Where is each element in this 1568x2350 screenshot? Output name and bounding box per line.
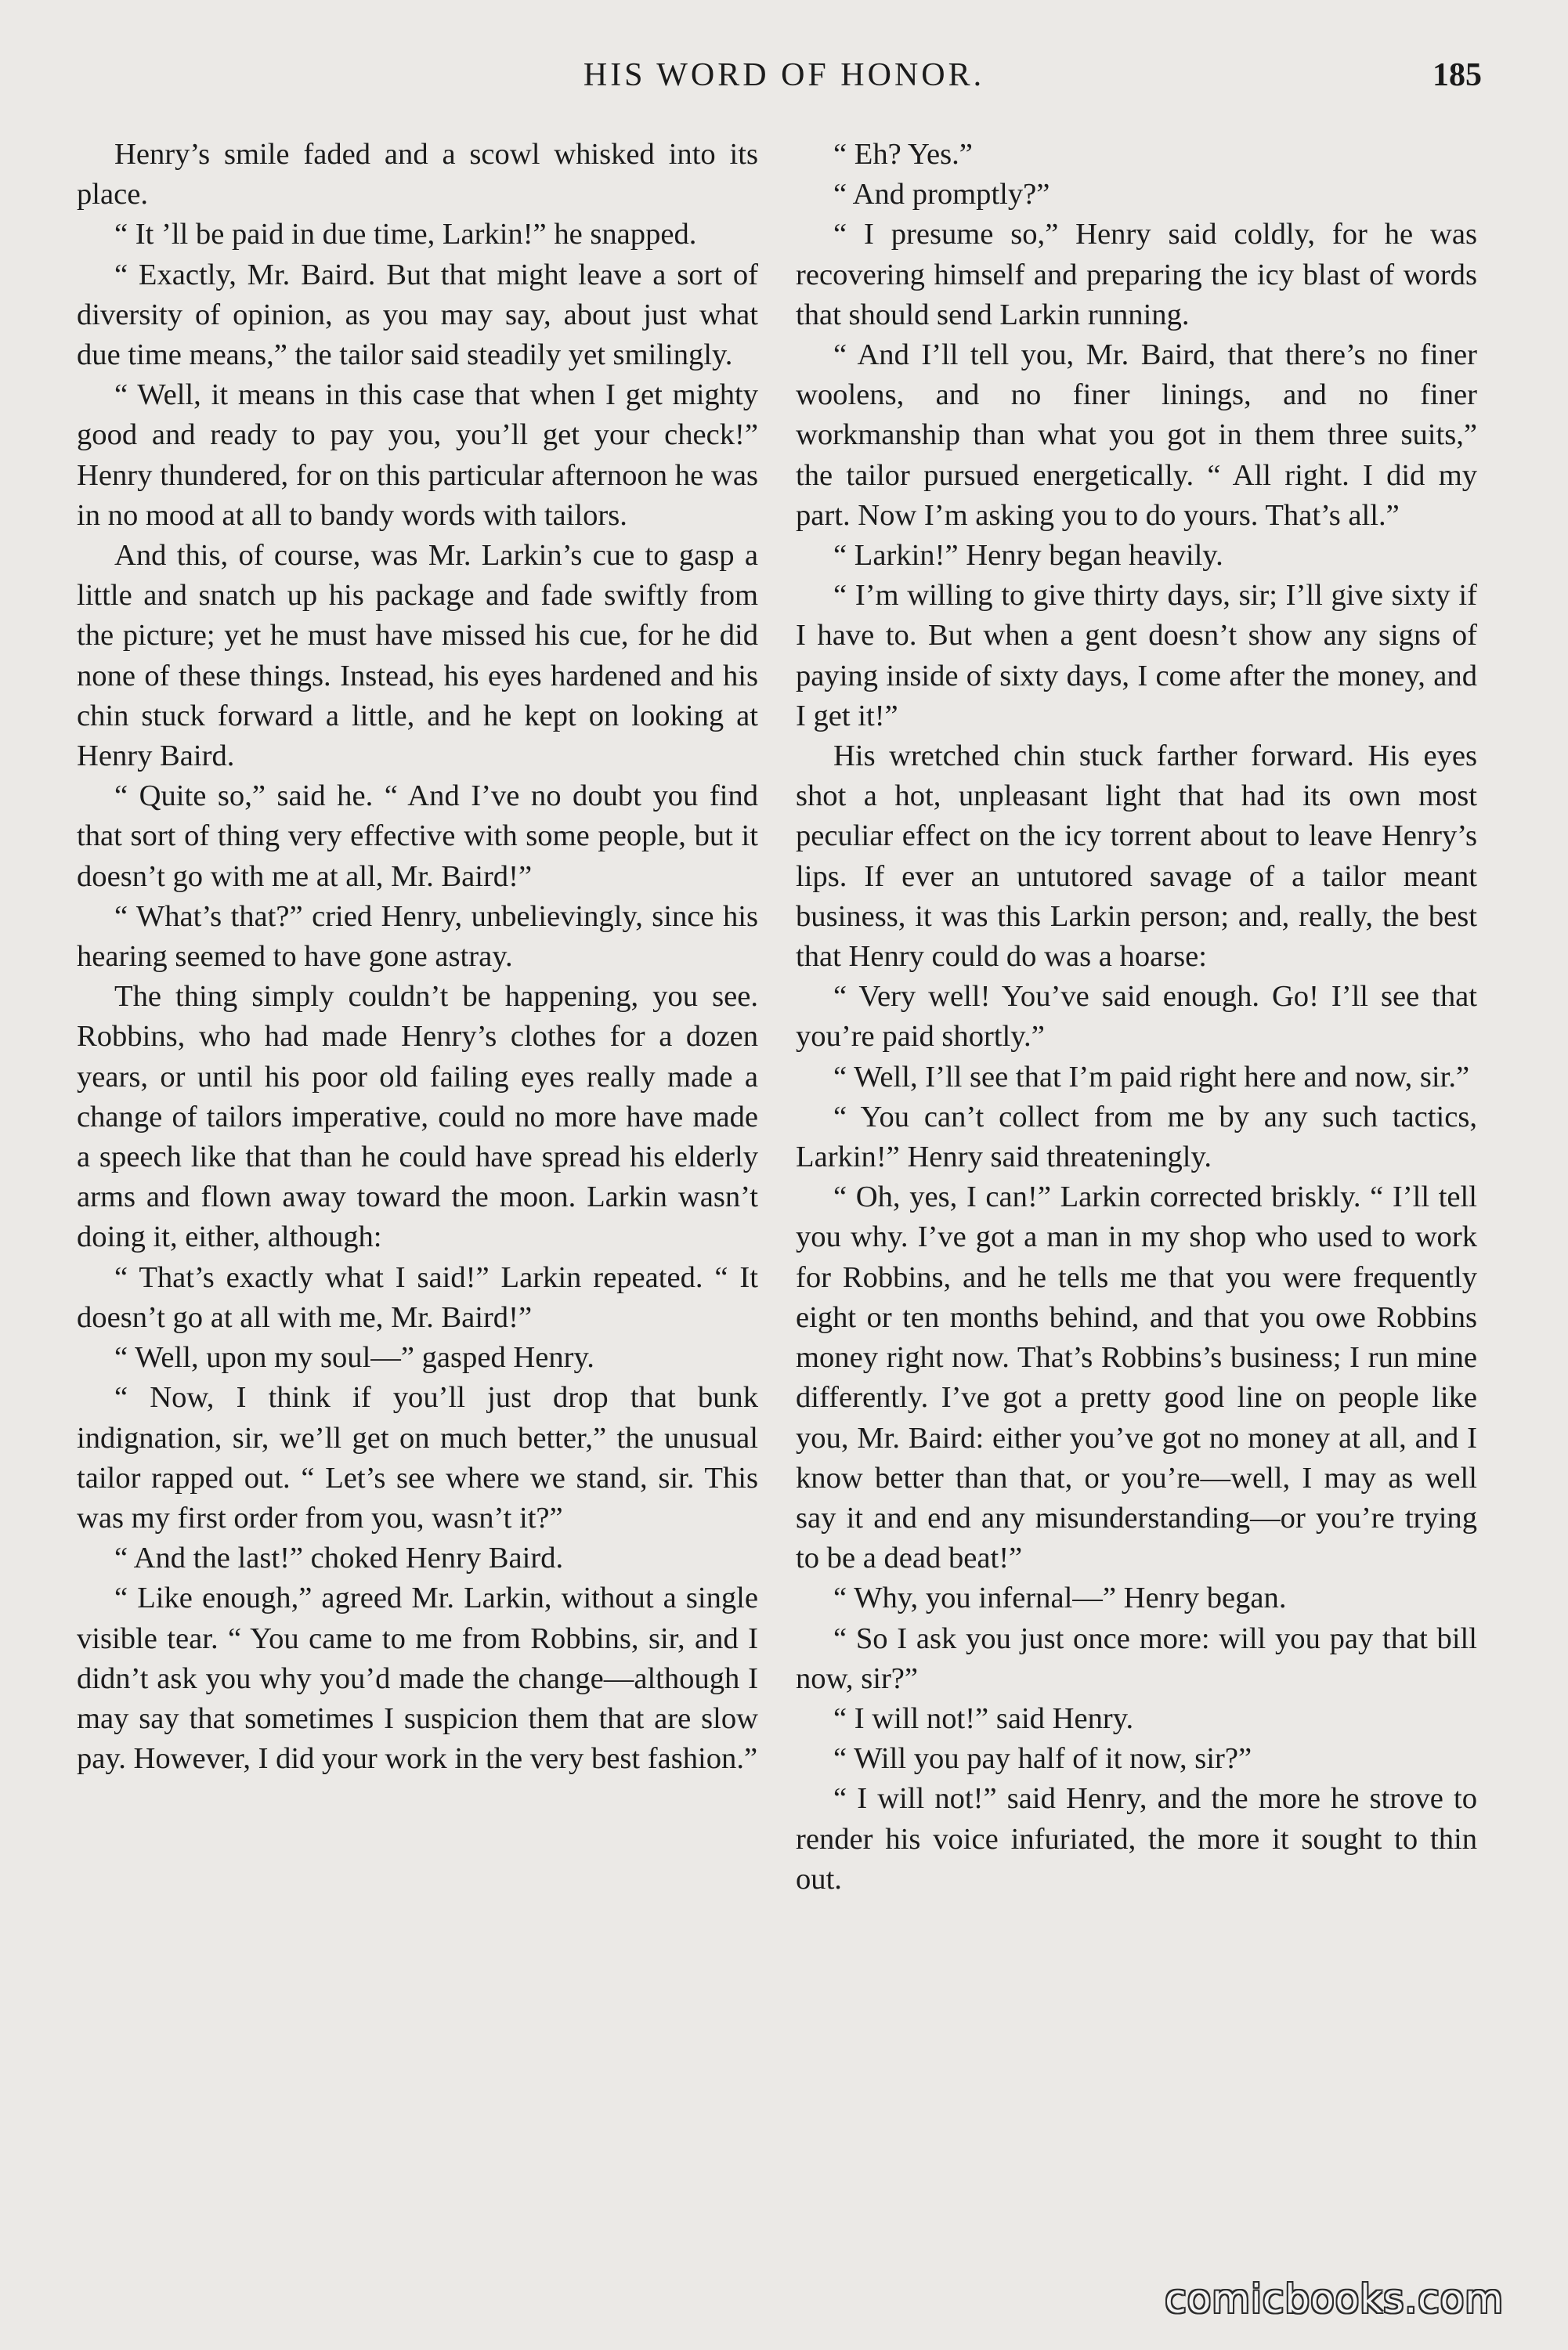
paragraph: “ You can’t collect from me by any such tactics, Larkin!” Henry said threateningly.: [796, 1100, 1477, 1174]
paragraph: “ Well, upon my soul—” gasped Henry.: [114, 1341, 594, 1375]
page-number: 185: [1433, 57, 1482, 93]
paragraph: “ Will you pay half of it now, sir?”: [833, 1742, 1252, 1776]
paragraph: The thing simply couldn’t be happening, you see. Robbins, who had made Henry’s clothes for a dozen years, or until his poor old failing eyes really made a change of tailors imperative, could no more have made a speech like that than he could have spread his elderly arms and flown away toward the moon. Larkin wasn’t doing it, either, although:: [77, 980, 758, 1254]
paragraph: “ Very well! You’ve said enough. Go! I’ll see that you’re paid shortly.”: [796, 980, 1477, 1054]
paragraph: And this, of course, was Mr. Larkin’s cue to gasp a little and snatch up his package and fade swiftly from the picture; yet he must have missed his cue, for he did none of these things. Instead, his eyes hardened and his chin stuck forward a little, and he kept on looking at Henry Baird.: [77, 539, 758, 773]
left-column: [77, 135, 758, 1779]
paragraph: “ Like enough,” agreed Mr. Larkin, without a single visible tear. “ You came to me from Robbins, sir, and I didn’t ask you why you’d made the change—although I may say that sometimes I suspicion them that are slow pay. However, I did your work in the very best fashion.”: [77, 1582, 758, 1776]
paragraph: “ It ’ll be paid in due time, Larkin!” he snapped.: [114, 218, 697, 251]
watermark-logo: comicbooks.com: [1165, 2276, 1504, 2322]
paragraph: “ Quite so,” said he. “ And I’ve no doubt you find that sort of thing very effective with some people, but it doesn’t go with me at all, Mr. Baird!”: [77, 779, 758, 893]
paragraph: “ Well, it means in this case that when I get mighty good and ready to pay you, you’ll get your check!” Henry thundered, for on this particular afternoon he was in no mood at all to bandy words with tailors.: [77, 378, 758, 532]
paragraph: “ Why, you infernal—” Henry began.: [833, 1582, 1287, 1615]
right-column: [796, 135, 1477, 1900]
running-title: HIS WORD OF HONOR.: [583, 57, 985, 93]
paragraph: “ Exactly, Mr. Baird. But that might leave a sort of diversity of opinion, as you may say, about just what due time means,” the tailor said steadily yet smilingly.: [77, 258, 758, 372]
paragraph: “ Eh? Yes.”: [833, 138, 973, 171]
running-head: [0, 52, 1568, 99]
paragraph: “ Well, I’ll see that I’m paid right here and now, sir.”: [833, 1060, 1470, 1094]
paragraph: “ Oh, yes, I can!” Larkin corrected briskly. “ I’ll tell you why. I’ve got a man in my shop who used to work for Robbins, and he tells me that you were frequently eight or ten months behind, and that you owe Robbins money right now. That’s Robbins’s business; I run mine differently. I’ve got a pretty good line on people like you, Mr. Baird: either you’ve got no money at all, and I know better than that, or you’re—well, I may as well say it and end any misunderstanding—or you’re trying to be a dead beat!”: [796, 1180, 1477, 1575]
paragraph: “ And the last!” choked Henry Baird.: [114, 1542, 564, 1575]
paragraph: “ So I ask you just once more: will you pay that bill now, sir?”: [796, 1622, 1477, 1695]
paragraph: “ And I’ll tell you, Mr. Baird, that there’s no finer woolens, and no finer linings, and no finer workmanship than what you got in them three suits,” the tailor pursued energetically. “ All right. I did my part. Now I’m asking you to do yours. That’s all.”: [796, 338, 1477, 532]
paragraph: “ I presume so,” Henry said coldly, for he was recovering himself and preparing the icy blast of words that should send Larkin running.: [796, 218, 1477, 331]
paragraph: “ Larkin!” Henry began heavily.: [833, 539, 1223, 573]
paragraph: “ Now, I think if you’ll just drop that bunk indignation, sir, we’ll get on much better,” the unusual tailor rapped out. “ Let’s see where we stand, sir. This was my first order from you, wasn’t it?”: [77, 1381, 758, 1535]
paragraph: “ I will not!” said Henry.: [833, 1701, 1134, 1735]
paragraph: His wretched chin stuck farther forward. His eyes shot a hot, unpleasant light that had its own most peculiar effect on the icy torrent about to leave Henry’s lips. If ever an untutored savage of a tailor meant business, it was this Larkin person; and, really, the best that Henry could do was a hoarse:: [796, 739, 1477, 974]
paragraph: “ I will not!” said Henry, and the more he strove to render his voice infuriated, the more it sought to thin out.: [796, 1782, 1477, 1896]
paragraph: “ What’s that?” cried Henry, unbelievingly, since his hearing seemed to have gone astray.: [77, 899, 758, 974]
paragraph: “ I’m willing to give thirty days, sir; I’ll give sixty if I have to. But when a gent doesn’t show any signs of paying inside of sixty days, I come after the money, and I get it!”: [796, 579, 1477, 732]
paragraph: “ That’s exactly what I said!” Larkin repeated. “ It doesn’t go at all with me, Mr. Baird!”: [77, 1260, 758, 1334]
paragraph: “ And promptly?”: [833, 178, 1050, 212]
paragraph: Henry’s smile faded and a scowl whisked into its place.: [77, 138, 758, 212]
